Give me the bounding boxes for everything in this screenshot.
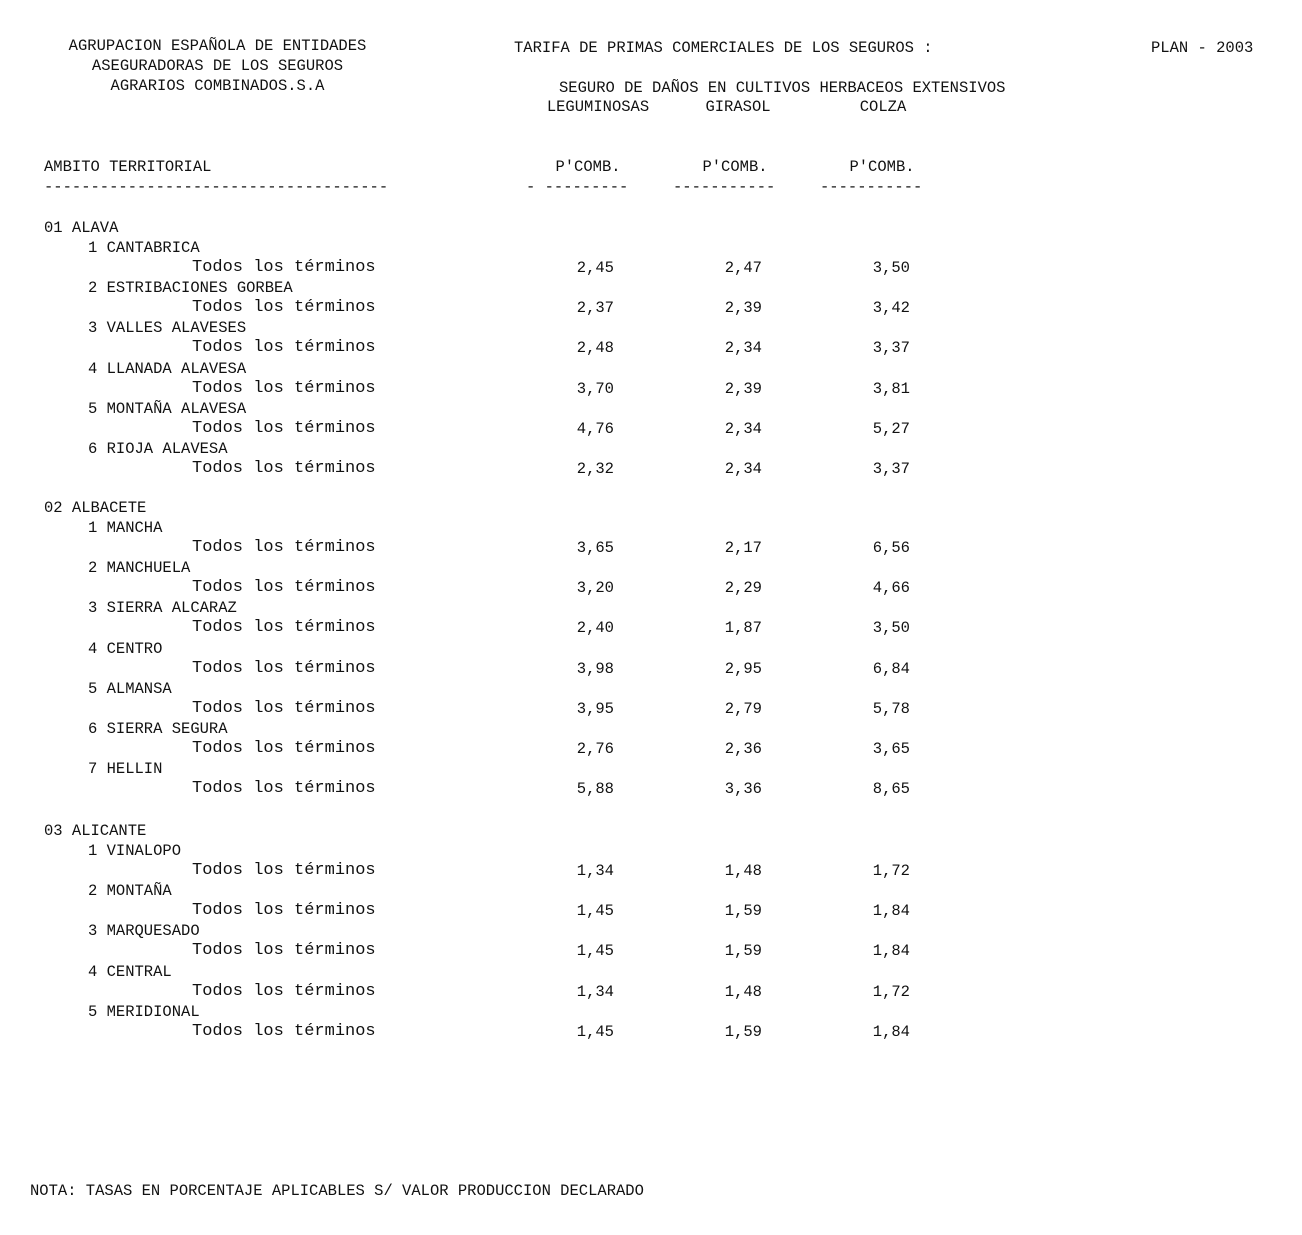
- value-girasol: 2,34: [724, 460, 762, 478]
- comarca-name: 5 MONTAÑA ALAVESA: [88, 399, 247, 418]
- value-leguminosas: 1,34: [576, 862, 614, 880]
- value-colza: 8,65: [872, 780, 910, 799]
- terminos-label: Todos los términos: [192, 658, 376, 678]
- terminos-label: Todos los términos: [192, 538, 376, 557]
- terminos-label: Todos los términos: [192, 338, 376, 358]
- comarca-name: 3 MARQUESADO: [88, 922, 200, 941]
- comarca-name: 6 SIERRA SEGURA: [88, 720, 228, 738]
- terminos-label: Todos los términos: [192, 698, 376, 718]
- value-girasol: 1,59: [724, 902, 762, 921]
- terminos-label: Todos los términos: [192, 779, 376, 799]
- value-girasol: 2,29: [724, 579, 762, 598]
- crop-header-leguminosas: LEGUMINOSAS: [546, 98, 650, 116]
- province-heading: 02 ALBACETE: [44, 499, 147, 517]
- value-colza: 3,50: [872, 619, 910, 638]
- org-name-line-2: ASEGURADORAS DE LOS SEGUROS: [91, 57, 344, 75]
- value-colza: 1,72: [872, 982, 910, 1001]
- value-girasol: 2,34: [724, 419, 762, 438]
- value-leguminosas: 3,95: [576, 699, 614, 718]
- province-heading: 01 ALAVA: [44, 219, 119, 237]
- comarca-name: 6 RIOJA ALAVESA: [88, 440, 228, 458]
- value-colza: 3,81: [872, 379, 910, 398]
- value-colza: 3,50: [872, 259, 910, 277]
- value-girasol: 2,34: [724, 339, 762, 358]
- value-colza: 1,84: [872, 942, 910, 961]
- comarca-name: 5 MERIDIONAL: [88, 1002, 200, 1021]
- value-leguminosas: 2,37: [576, 299, 614, 318]
- comarca-name: 1 CANTABRICA: [88, 239, 200, 257]
- value-girasol: 1,59: [724, 1022, 762, 1041]
- terminos-label: Todos los términos: [192, 1021, 376, 1041]
- terminos-label: Todos los términos: [192, 258, 376, 277]
- value-girasol: 2,95: [724, 659, 762, 678]
- value-girasol: 1,59: [724, 942, 762, 961]
- comarca-name: 7 HELLIN: [88, 760, 163, 779]
- value-leguminosas: 2,40: [576, 619, 614, 638]
- terminos-label: Todos los términos: [192, 418, 376, 438]
- value-girasol: 1,48: [724, 982, 762, 1001]
- comarca-name: 4 CENTRAL: [88, 962, 172, 981]
- value-girasol: 2,17: [724, 539, 762, 557]
- comarca-name: 1 MANCHA: [88, 519, 163, 537]
- value-leguminosas: 3,20: [576, 579, 614, 598]
- value-colza: 5,78: [872, 699, 910, 718]
- value-leguminosas: 1,45: [576, 1022, 614, 1041]
- comarca-name: 2 MANCHUELA: [88, 559, 191, 578]
- plan-label: PLAN - 2003: [1151, 39, 1254, 57]
- value-girasol: 2,39: [724, 379, 762, 398]
- comarca-name: 3 VALLES ALAVESES: [88, 319, 247, 338]
- ambito-rule: -------------------------------------: [44, 178, 389, 196]
- comarca-name: 3 SIERRA ALCARAZ: [88, 599, 237, 618]
- value-leguminosas: 3,65: [576, 539, 614, 557]
- value-colza: 3,37: [872, 460, 910, 478]
- value-girasol: 1,48: [724, 862, 762, 880]
- value-colza: 3,65: [872, 740, 910, 758]
- value-leguminosas: 1,34: [576, 982, 614, 1001]
- pcomb-heading-girasol: P'COMB.: [702, 158, 768, 176]
- document-subtitle: SEGURO DE DAÑOS EN CULTIVOS HERBACEOS EXTENSIVOS: [559, 79, 1006, 97]
- value-colza: 5,27: [872, 419, 910, 438]
- value-leguminosas: 3,98: [576, 659, 614, 678]
- value-leguminosas: 5,88: [576, 780, 614, 799]
- terminos-label: Todos los términos: [192, 298, 376, 318]
- terminos-label: Todos los términos: [192, 739, 376, 758]
- value-girasol: 2,39: [724, 299, 762, 318]
- value-leguminosas: 2,45: [576, 259, 614, 277]
- terminos-label: Todos los términos: [192, 941, 376, 961]
- value-leguminosas: 2,32: [576, 460, 614, 478]
- value-colza: 1,84: [872, 1022, 910, 1041]
- value-colza: 1,72: [872, 862, 910, 880]
- value-girasol: 2,36: [724, 740, 762, 758]
- org-name-line-1: AGRUPACION ESPAÑOLA DE ENTIDADES: [68, 37, 367, 55]
- value-girasol: 2,79: [724, 699, 762, 718]
- value-leguminosas: 1,45: [576, 902, 614, 921]
- value-colza: 3,42: [872, 299, 910, 318]
- value-leguminosas: 3,70: [576, 379, 614, 398]
- value-girasol: 1,87: [724, 619, 762, 638]
- value-colza: 3,37: [872, 339, 910, 358]
- province-heading: 03 ALICANTE: [44, 822, 147, 840]
- terminos-label: Todos los términos: [192, 459, 376, 478]
- comarca-name: 1 VINALOPO: [88, 842, 182, 860]
- pcomb-rule-leguminosas: - ---------: [526, 178, 629, 196]
- terminos-label: Todos los términos: [192, 901, 376, 921]
- comarca-name: 4 CENTRO: [88, 639, 163, 658]
- value-leguminosas: 1,45: [576, 942, 614, 961]
- terminos-label: Todos los términos: [192, 861, 376, 880]
- value-girasol: 2,47: [724, 259, 762, 277]
- crop-header-colza: COLZA: [859, 98, 907, 116]
- pcomb-rule-colza: -----------: [820, 178, 923, 196]
- pcomb-heading-colza: P'COMB.: [849, 158, 915, 176]
- value-colza: 1,84: [872, 902, 910, 921]
- comarca-name: 2 MONTAÑA: [88, 882, 172, 901]
- footer-note: NOTA: TASAS EN PORCENTAJE APLICABLES S/ VALOR PRODUCCION DECLARADO: [30, 1182, 644, 1200]
- pcomb-rule-girasol: -----------: [673, 178, 776, 196]
- crop-header-girasol: GIRASOL: [705, 98, 771, 116]
- comarca-name: 5 ALMANSA: [88, 679, 172, 698]
- ambito-territorial-heading: AMBITO TERRITORIAL: [44, 158, 212, 176]
- comarca-name: 2 ESTRIBACIONES GORBEA: [88, 279, 293, 298]
- value-colza: 4,66: [872, 579, 910, 598]
- value-girasol: 3,36: [724, 780, 762, 799]
- terminos-label: Todos los términos: [192, 378, 376, 398]
- terminos-label: Todos los términos: [192, 618, 376, 638]
- terminos-label: Todos los términos: [192, 981, 376, 1001]
- pcomb-heading-leguminosas: P'COMB.: [555, 158, 621, 176]
- terminos-label: Todos los términos: [192, 578, 376, 598]
- document-title: TARIFA DE PRIMAS COMERCIALES DE LOS SEGUROS :: [514, 39, 933, 57]
- org-name-line-3: AGRARIOS COMBINADOS.S.A: [110, 77, 325, 95]
- value-colza: 6,84: [872, 659, 910, 678]
- comarca-name: 4 LLANADA ALAVESA: [88, 359, 247, 378]
- value-leguminosas: 4,76: [576, 419, 614, 438]
- value-colza: 6,56: [872, 539, 910, 557]
- value-leguminosas: 2,76: [576, 740, 614, 758]
- value-leguminosas: 2,48: [576, 339, 614, 358]
